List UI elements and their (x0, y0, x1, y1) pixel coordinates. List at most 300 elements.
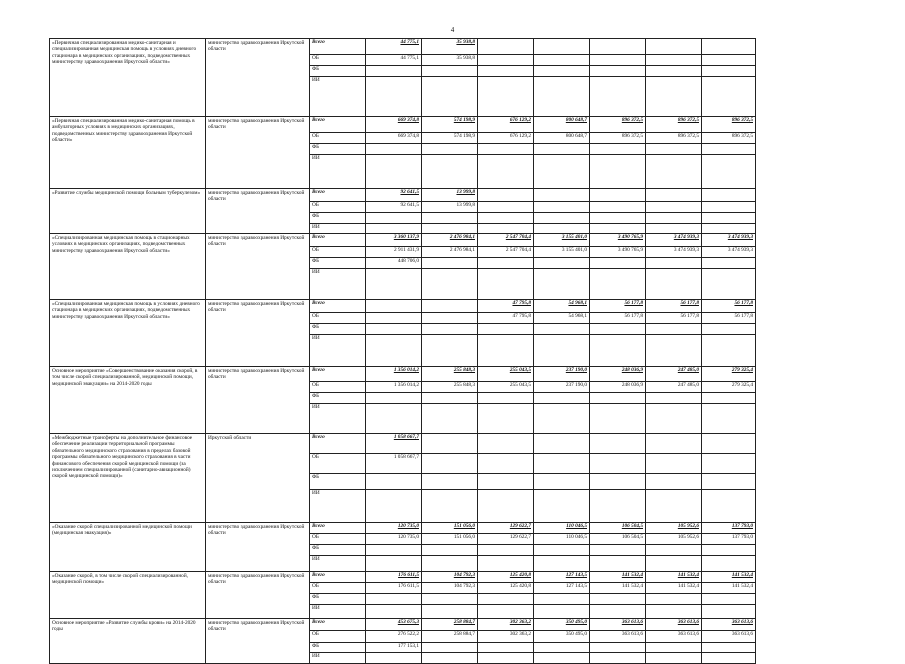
amount-cell (646, 490, 702, 523)
amount-cell: 151 056,0 (422, 523, 478, 534)
amount-cell: 2 476 984,1 (422, 234, 478, 247)
amount-cell (702, 269, 756, 300)
funding-source: ИИ (310, 155, 366, 189)
amount-cell: 363 613,6 (646, 619, 702, 631)
amount-cell (534, 545, 590, 556)
amount-cell: 896 372,5 (590, 133, 646, 144)
amount-cell: 676 129,2 (478, 117, 534, 133)
amount-cell: 350 495,0 (534, 619, 590, 631)
amount-cell (646, 556, 702, 572)
amount-cell (478, 474, 534, 490)
amount-cell (478, 324, 534, 335)
table-row (50, 434, 756, 454)
amount-cell (534, 66, 590, 77)
funding-source: ОБ (310, 133, 366, 144)
amount-cell (534, 213, 590, 224)
amount-cell: 1 356 014,2 (366, 382, 422, 393)
funding-source: ФБ (310, 393, 366, 404)
table-row (50, 619, 756, 631)
amount-cell (590, 155, 646, 189)
amount-cell (702, 39, 756, 55)
amount-cell (590, 258, 646, 269)
amount-cell: 127 143,5 (534, 583, 590, 594)
responsible-org: министерство здравоохранения Иркутской области (206, 234, 310, 300)
amount-cell: 13 999,8 (422, 202, 478, 213)
amount-cell (422, 454, 478, 474)
amount-cell (478, 454, 534, 474)
amount-cell (590, 594, 646, 605)
amount-cell (590, 404, 646, 434)
amount-cell: 47 795,8 (478, 300, 534, 313)
measure-description: Основное мероприятие «Развитие службы крови» на 2014-2020 годы (50, 619, 206, 664)
amount-cell: 141 532,4 (590, 572, 646, 583)
amount-cell: 669 374,8 (366, 117, 422, 133)
measure-description: «Специализированная медицинская помощь в условиях дневного стационара в медицинских организациях, подведомственных министерству здравоохранения Иркутской области» (50, 300, 206, 367)
amount-cell: 56 177,8 (702, 300, 756, 313)
table-row (50, 39, 756, 55)
amount-cell: 276 522,2 (366, 631, 422, 643)
amount-cell: 120 735,0 (366, 534, 422, 545)
amount-cell (422, 605, 478, 619)
amount-cell (422, 224, 478, 234)
amount-cell: 1 058 667,7 (366, 434, 422, 454)
amount-cell (646, 66, 702, 77)
amount-cell (422, 393, 478, 404)
amount-cell (478, 605, 534, 619)
amount-cell (646, 144, 702, 155)
amount-cell: 237 190,0 (534, 367, 590, 382)
amount-cell (422, 490, 478, 523)
amount-cell: 104 792,3 (422, 583, 478, 594)
amount-cell: 3 490 765,9 (590, 247, 646, 258)
amount-cell (478, 202, 534, 213)
amount-cell (590, 393, 646, 404)
amount-cell: 125 420,8 (478, 583, 534, 594)
funding-source: Всего (310, 619, 366, 631)
funding-source: Всего (310, 234, 366, 247)
amount-cell: 54 968,1 (534, 313, 590, 324)
amount-cell (478, 490, 534, 523)
amount-cell (422, 653, 478, 664)
amount-cell (478, 55, 534, 66)
amount-cell: 896 372,5 (646, 133, 702, 144)
amount-cell (702, 335, 756, 367)
amount-cell (646, 324, 702, 335)
amount-cell (534, 258, 590, 269)
amount-cell: 106 504,5 (590, 523, 646, 534)
measure-description: «Развитие службы медицинской помощи больным туберкулезом» (50, 189, 206, 234)
amount-cell (478, 155, 534, 189)
amount-cell (590, 653, 646, 664)
amount-cell (422, 643, 478, 653)
measure-description: «Межбюджетные трансферты на дополнительное финансовое обеспечение реализации территориальной программы обязательного медицинского страхования в пределах базовой программы обязательного медицинского страхования в части финансового обеспечения скорой медицинской помощи (за исключением специализированной (санитарно-авиационной) скорой медицинской помощи)» (50, 434, 206, 523)
amount-cell: 302 363,2 (478, 631, 534, 643)
amount-cell: 255 043,5 (478, 367, 534, 382)
funding-source: ИИ (310, 556, 366, 572)
amount-cell (478, 224, 534, 234)
responsible-org: министерство здравоохранения Иркутской области (206, 117, 310, 189)
amount-cell (478, 653, 534, 664)
amount-cell (590, 490, 646, 523)
amount-cell: 1 356 014,2 (366, 367, 422, 382)
responsible-org: министерство здравоохранения Иркутской области (206, 300, 310, 367)
amount-cell (422, 556, 478, 572)
amount-cell: 574 198,9 (422, 133, 478, 144)
amount-cell (534, 474, 590, 490)
amount-cell (534, 643, 590, 653)
amount-cell: 13 999,8 (422, 189, 478, 202)
amount-cell: 110 046,5 (534, 523, 590, 534)
amount-cell (702, 594, 756, 605)
amount-cell (702, 324, 756, 335)
amount-cell: 47 795,8 (478, 313, 534, 324)
funding-source: ОБ (310, 202, 366, 213)
measure-description: «Первичная специализированная медико-санитарная и специализированная медицинская помощь в условиях дневного стационара в медицинских организациях, подведомственных министерству здравоохранения Иркутской области» (50, 39, 206, 117)
amount-cell: 129 622,7 (478, 534, 534, 545)
amount-cell: 258 884,7 (422, 631, 478, 643)
amount-cell: 44 775,1 (366, 39, 422, 55)
amount-cell (534, 55, 590, 66)
amount-cell (366, 66, 422, 77)
amount-cell: 141 532,4 (646, 572, 702, 583)
amount-cell: 453 675,3 (366, 619, 422, 631)
amount-cell (646, 643, 702, 653)
amount-cell (422, 258, 478, 269)
amount-cell (646, 55, 702, 66)
funding-source: ФБ (310, 213, 366, 224)
amount-cell (590, 202, 646, 213)
amount-cell: 350 495,0 (534, 631, 590, 643)
amount-cell: 56 177,8 (590, 300, 646, 313)
amount-cell (646, 335, 702, 367)
amount-cell (646, 202, 702, 213)
responsible-org: министерство здравоохранения Иркутской области (206, 523, 310, 572)
funding-source: ФБ (310, 545, 366, 556)
amount-cell (646, 213, 702, 224)
amount-cell: 3 155 401,0 (534, 234, 590, 247)
amount-cell (422, 594, 478, 605)
amount-cell (590, 434, 646, 454)
amount-cell: 129 622,7 (478, 523, 534, 534)
amount-cell (590, 224, 646, 234)
amount-cell (702, 545, 756, 556)
funding-source: Всего (310, 572, 366, 583)
amount-cell: 247 485,0 (646, 367, 702, 382)
amount-cell (646, 77, 702, 117)
amount-cell (590, 66, 646, 77)
amount-cell: 44 775,1 (366, 55, 422, 66)
amount-cell: 669 374,8 (366, 133, 422, 144)
amount-cell (534, 434, 590, 454)
amount-cell (702, 66, 756, 77)
amount-cell: 302 363,2 (478, 619, 534, 631)
amount-cell: 363 613,6 (702, 619, 756, 631)
funding-source: ФБ (310, 258, 366, 269)
amount-cell (590, 454, 646, 474)
amount-cell (646, 155, 702, 189)
amount-cell (366, 594, 422, 605)
amount-cell: 141 532,4 (646, 583, 702, 594)
amount-cell (702, 434, 756, 454)
amount-cell (702, 77, 756, 117)
amount-cell: 56 177,8 (590, 313, 646, 324)
amount-cell (590, 55, 646, 66)
amount-cell (590, 556, 646, 572)
amount-cell (702, 55, 756, 66)
page-number: 4 (450, 26, 455, 34)
amount-cell (478, 393, 534, 404)
amount-cell (366, 556, 422, 572)
amount-cell: 2 911 431,9 (366, 247, 422, 258)
amount-cell (366, 300, 422, 313)
amount-cell (646, 605, 702, 619)
amount-cell (478, 258, 534, 269)
amount-cell (534, 269, 590, 300)
amount-cell (422, 66, 478, 77)
amount-cell (534, 404, 590, 434)
funding-source: ИИ (310, 653, 366, 664)
funding-source: ОБ (310, 313, 366, 324)
amount-cell: 896 372,5 (646, 117, 702, 133)
amount-cell (422, 313, 478, 324)
funding-source: ИИ (310, 77, 366, 117)
amount-cell: 105 952,6 (646, 523, 702, 534)
amount-cell (366, 144, 422, 155)
amount-cell (422, 269, 478, 300)
funding-source: ОБ (310, 55, 366, 66)
amount-cell (534, 202, 590, 213)
amount-cell (702, 454, 756, 474)
amount-cell (366, 404, 422, 434)
table-row (50, 300, 756, 313)
amount-cell (646, 189, 702, 202)
amount-cell (646, 258, 702, 269)
amount-cell (590, 605, 646, 619)
amount-cell: 574 198,9 (422, 117, 478, 133)
amount-cell: 151 056,0 (422, 534, 478, 545)
funding-source: ФБ (310, 66, 366, 77)
amount-cell: 56 177,8 (646, 300, 702, 313)
amount-cell (646, 224, 702, 234)
amount-cell: 3 474 939,3 (702, 247, 756, 258)
amount-cell (422, 324, 478, 335)
amount-cell (422, 404, 478, 434)
table-row (50, 189, 756, 202)
amount-cell (646, 454, 702, 474)
amount-cell (534, 189, 590, 202)
amount-cell: 176 611,5 (366, 583, 422, 594)
amount-cell: 247 485,0 (646, 382, 702, 393)
measure-description: «Специализированная медицинская помощь в стационарных условиях в медицинских организациях, подведомственных министерству здравоохранения Иркутской области» (50, 234, 206, 300)
measure-description: «Первичная специализированная медико-санитарная помощь в амбулаторных условиях в медицинских организациях, подведомственных министерству здравоохранения Иркутской области» (50, 117, 206, 189)
amount-cell (478, 594, 534, 605)
responsible-org: министерство здравоохранения Иркутской области (206, 367, 310, 434)
amount-cell (646, 594, 702, 605)
funding-source: Всего (310, 189, 366, 202)
funding-source: ФБ (310, 643, 366, 653)
amount-cell: 1 058 667,7 (366, 454, 422, 474)
amount-cell: 110 046,5 (534, 534, 590, 545)
amount-cell (646, 434, 702, 454)
amount-cell (366, 77, 422, 117)
amount-cell (590, 269, 646, 300)
amount-cell: 106 504,5 (590, 534, 646, 545)
amount-cell (534, 155, 590, 189)
amount-cell: 35 938,8 (422, 55, 478, 66)
table-row (50, 367, 756, 382)
funding-source: ОБ (310, 454, 366, 474)
amount-cell (534, 556, 590, 572)
amount-cell: 92 641,5 (366, 189, 422, 202)
amount-cell (590, 545, 646, 556)
amount-cell (478, 404, 534, 434)
measure-description: «Оказание скорой, в том числе скорой специализированной, медицинской помощи» (50, 572, 206, 619)
funding-source: Всего (310, 39, 366, 55)
amount-cell: 363 613,6 (702, 631, 756, 643)
funding-source: ОБ (310, 583, 366, 594)
table-row (50, 523, 756, 534)
amount-cell (590, 324, 646, 335)
amount-cell (590, 643, 646, 653)
amount-cell (646, 404, 702, 434)
funding-source: ИИ (310, 605, 366, 619)
amount-cell (702, 393, 756, 404)
amount-cell (366, 490, 422, 523)
amount-cell (366, 224, 422, 234)
measure-description: «Оказание скорой специализированной медицинской помощи (медицинская эвакуация)» (50, 523, 206, 572)
amount-cell: 255 043,5 (478, 382, 534, 393)
amount-cell: 363 613,6 (646, 631, 702, 643)
responsible-org: министерство здравоохранения Иркутской области (206, 189, 310, 234)
amount-cell (646, 653, 702, 664)
amount-cell (366, 155, 422, 189)
amount-cell (646, 393, 702, 404)
amount-cell (366, 393, 422, 404)
amount-cell (702, 155, 756, 189)
table-row (50, 117, 756, 133)
amount-cell (534, 224, 590, 234)
amount-cell: 448 706,0 (366, 258, 422, 269)
amount-cell (646, 39, 702, 55)
amount-cell: 800 648,7 (534, 133, 590, 144)
amount-cell (590, 189, 646, 202)
amount-cell (702, 643, 756, 653)
amount-cell: 363 613,6 (590, 619, 646, 631)
amount-cell: 896 372,5 (702, 117, 756, 133)
amount-cell (478, 269, 534, 300)
funding-source: Всего (310, 434, 366, 454)
amount-cell: 800 648,7 (534, 117, 590, 133)
amount-cell: 248 036,9 (590, 382, 646, 393)
amount-cell (702, 144, 756, 155)
amount-cell (366, 605, 422, 619)
amount-cell: 141 532,4 (702, 583, 756, 594)
funding-source: Всего (310, 117, 366, 133)
responsible-org: министерство здравоохранения Иркутской области (206, 39, 310, 117)
amount-cell: 896 372,5 (590, 117, 646, 133)
amount-cell (534, 653, 590, 664)
amount-cell: 92 641,5 (366, 202, 422, 213)
amount-cell: 2 476 984,1 (422, 247, 478, 258)
amount-cell (366, 213, 422, 224)
amount-cell (702, 605, 756, 619)
amount-cell (534, 393, 590, 404)
amount-cell (422, 155, 478, 189)
amount-cell (702, 224, 756, 234)
funding-source: ИИ (310, 490, 366, 523)
amount-cell (590, 474, 646, 490)
funding-source: ФБ (310, 144, 366, 155)
funding-source: ФБ (310, 474, 366, 490)
amount-cell (366, 545, 422, 556)
amount-cell (422, 213, 478, 224)
amount-cell: 896 372,5 (702, 133, 756, 144)
amount-cell (478, 189, 534, 202)
funding-source: ИИ (310, 224, 366, 234)
amount-cell (422, 335, 478, 367)
table-row (50, 572, 756, 583)
funding-source: ФБ (310, 594, 366, 605)
amount-cell (534, 594, 590, 605)
amount-cell: 3 155 401,0 (534, 247, 590, 258)
amount-cell (702, 189, 756, 202)
amount-cell (478, 434, 534, 454)
amount-cell (646, 545, 702, 556)
amount-cell (478, 39, 534, 55)
amount-cell (478, 66, 534, 77)
amount-cell (646, 474, 702, 490)
amount-cell: 3 360 137,9 (366, 234, 422, 247)
amount-cell (590, 144, 646, 155)
responsible-org: министерство здравоохранения Иркутской области (206, 619, 310, 664)
amount-cell (702, 258, 756, 269)
amount-cell (366, 324, 422, 335)
amount-cell (534, 324, 590, 335)
amount-cell (366, 474, 422, 490)
amount-cell (534, 454, 590, 474)
amount-cell: 176 611,5 (366, 572, 422, 583)
amount-cell (590, 39, 646, 55)
amount-cell: 127 143,5 (534, 572, 590, 583)
amount-cell: 141 532,4 (702, 572, 756, 583)
amount-cell: 676 129,2 (478, 133, 534, 144)
funding-source: ФБ (310, 324, 366, 335)
amount-cell (478, 643, 534, 653)
responsible-org: Иркутской области (206, 434, 310, 523)
amount-cell (478, 556, 534, 572)
funding-source: ОБ (310, 247, 366, 258)
amount-cell (646, 269, 702, 300)
amount-cell: 279 325,4 (702, 382, 756, 393)
funding-source: Всего (310, 367, 366, 382)
amount-cell: 54 968,1 (534, 300, 590, 313)
amount-cell (366, 653, 422, 664)
amount-cell: 56 177,8 (646, 313, 702, 324)
amount-cell (702, 653, 756, 664)
amount-cell (534, 39, 590, 55)
funding-source: ОБ (310, 534, 366, 545)
amount-cell (422, 144, 478, 155)
amount-cell (478, 545, 534, 556)
amount-cell: 3 474 939,3 (702, 234, 756, 247)
amount-cell: 237 190,0 (534, 382, 590, 393)
amount-cell (702, 474, 756, 490)
amount-cell (366, 269, 422, 300)
amount-cell: 35 938,8 (422, 39, 478, 55)
amount-cell (702, 404, 756, 434)
amount-cell: 3 490 765,9 (590, 234, 646, 247)
amount-cell: 363 613,6 (590, 631, 646, 643)
